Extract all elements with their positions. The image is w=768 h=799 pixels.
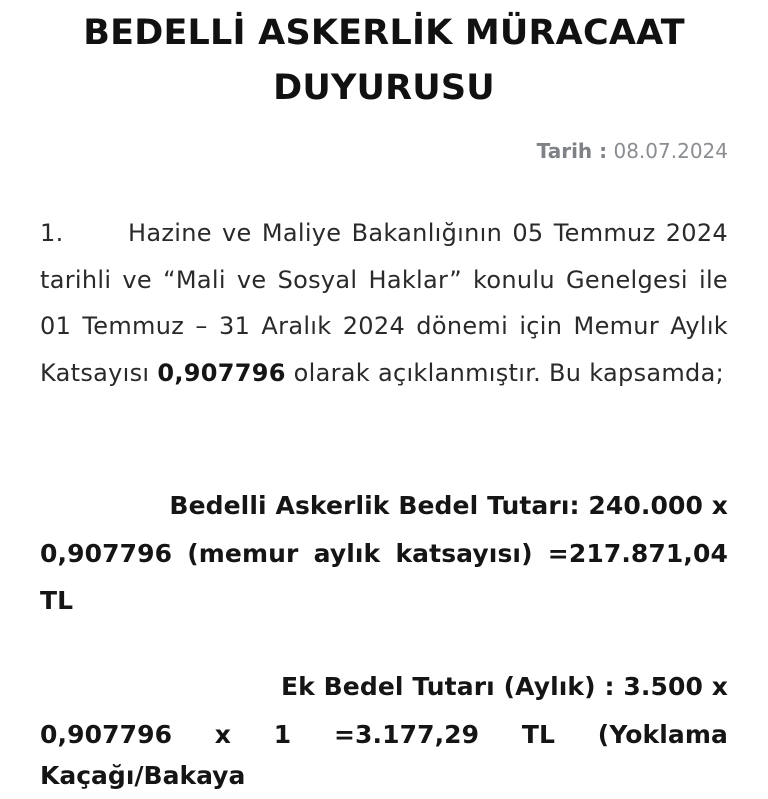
bedel-formula-line-2: 0,907796 (memur aylık katsayısı) =217.871,04 [40, 538, 728, 568]
ek-bedel-formula-line-2: 0,907796 x 1 =3.177,29 TL (Yoklama [40, 719, 728, 749]
date-value: 08.07.2024 [613, 139, 728, 163]
ek-bedel-formula [40, 663, 728, 758]
bedel-formula-line-1: Bedelli Askerlik Bedel Tutarı: 240.000 x [169, 491, 728, 520]
paragraph-text-before: Hazine ve Maliye Bakanlığının 05 Temmuz 2024 tarihli ve “Mali ve Sosyal Haklar” konulu Genelgesi ile 01 Temmuz – 31 Aralık 2024 dönemi için Memur Aylık Katsayısı [40, 219, 728, 387]
announcement-date [537, 138, 728, 164]
title-line-1: BEDELLİ ASKERLİK MÜRACAAT [83, 13, 685, 53]
ek-bedel-formula-line-1: Ek Bedel Tutarı (Aylık) : 3.500 x [280, 672, 728, 701]
paragraph-number: 1. [40, 219, 64, 247]
paragraph-text-after: olarak açıklanmıştır. Bu kapsamda; [285, 358, 724, 387]
paragraph-1 [40, 210, 728, 396]
ek-bedel-formula-line-3-partial: Kaçağı/Bakaya [40, 761, 246, 790]
page-title [20, 6, 748, 116]
date-label: Tarih : [536, 139, 608, 163]
bedel-formula-line-3: TL [40, 586, 74, 615]
title-line-2: DUYURUSU [273, 68, 495, 108]
bedel-formula [40, 482, 728, 625]
coefficient-value: 0,907796 [157, 358, 286, 387]
